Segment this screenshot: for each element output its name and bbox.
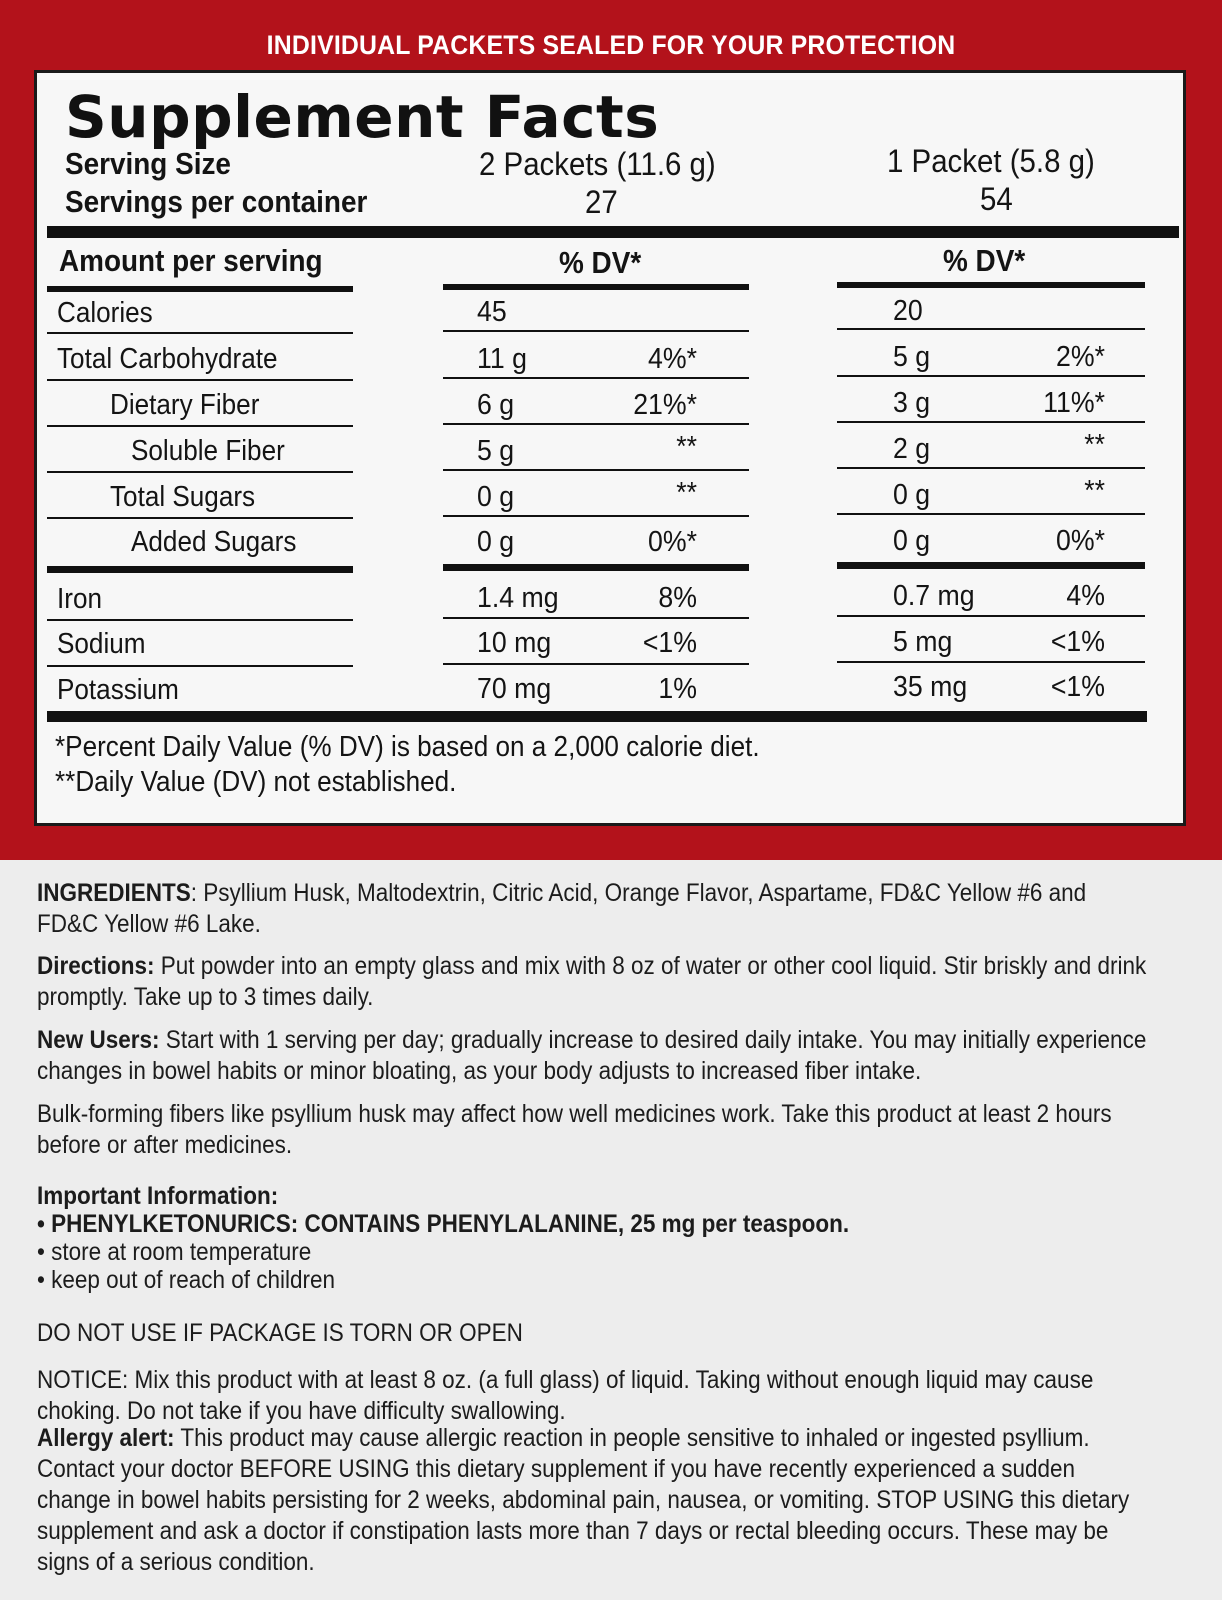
row-rule xyxy=(443,617,749,619)
row-rule xyxy=(443,330,749,332)
storage-instruction: • store at room temperature xyxy=(37,1238,312,1266)
header-rule xyxy=(47,286,353,292)
allergy-alert-paragraph xyxy=(37,1423,1153,1578)
row-rule xyxy=(837,421,1145,423)
row-rule xyxy=(837,513,1145,515)
col1-amount: 45 xyxy=(477,296,507,328)
nutrient-label: Soluble Fiber xyxy=(131,435,285,467)
col2-amount: 0 g xyxy=(893,479,931,511)
row-rule xyxy=(47,425,353,427)
col2-dv: <1% xyxy=(1050,626,1105,658)
col2-amount: 5 mg xyxy=(893,626,953,658)
col1-amount: 11 g xyxy=(477,343,527,375)
col2-amount: 20 xyxy=(893,295,923,327)
new-users-label: New Users: xyxy=(37,1026,160,1054)
col2-amount: 0 g xyxy=(893,525,931,557)
allergy-alert-text: This product may cause allergic reaction in people sensitive to inhaled or ingested psyllium. Contact your doctor BEFORE USING this dietary supplement if you have recently experienced a sudden change in bowel habits persisting for 2 weeks, abdominal pain, nausea, or vomiting. STOP USING this dietary supplement and ask a doctor if constipation lasts more than 7 days or rectal bleeding occurs. These may be signs of a serious condition. xyxy=(37,1424,1130,1576)
footnote-dv: *Percent Daily Value (% DV) is based on a 2,000 calorie diet. xyxy=(55,731,760,763)
row-rule xyxy=(443,423,749,425)
col1-dv-header: % DV* xyxy=(559,245,642,280)
ingredients-text: : Psyllium Husk, Maltodextrin, Citric Acid, Orange Flavor, Aspartame, FD&C Yellow #6 and FD&C Yellow #6 Lake. xyxy=(37,879,1087,938)
nutrient-label: Calories xyxy=(57,297,153,329)
col2-dv-header: % DV* xyxy=(943,243,1026,278)
col1-dv: 21%* xyxy=(633,389,697,421)
col1-amount: 6 g xyxy=(477,389,515,421)
col1-dv: ** xyxy=(676,477,697,509)
nutrient-label: Sodium xyxy=(57,628,146,660)
supplement-facts-panel xyxy=(34,70,1186,826)
col2-serving-size: 1 Packet (5.8 g) xyxy=(887,143,1095,179)
important-info-label: Important Information: xyxy=(37,1182,279,1210)
col1-dv: 1% xyxy=(658,673,697,705)
col1-dv: <1% xyxy=(642,627,697,659)
col2-dv: 0%* xyxy=(1056,525,1105,557)
col2-servings: 54 xyxy=(980,181,1013,217)
phenylketonurics-warning: • PHENYLKETONURICS: CONTAINS PHENYLALANINE, 25 mg per teaspoon. xyxy=(37,1210,850,1238)
ingredients-label: INGREDIENTS xyxy=(37,879,191,907)
row-rule xyxy=(837,328,1145,330)
header-rule xyxy=(837,282,1145,288)
col2-amount: 35 mg xyxy=(893,671,968,703)
directions-paragraph xyxy=(37,951,1153,1013)
col1-dv: 0%* xyxy=(648,526,697,558)
row-rule xyxy=(837,615,1145,617)
important-info-section xyxy=(37,1182,1153,1294)
footnote-not-established: **Daily Value (DV) not established. xyxy=(55,766,457,798)
row-rule xyxy=(443,377,749,379)
serving-size-label: Serving Size xyxy=(65,146,231,181)
ingredients-paragraph xyxy=(37,878,1153,940)
nutrient-label: Total Sugars xyxy=(110,481,256,513)
allergy-alert-label: Allergy alert: xyxy=(37,1424,175,1452)
section-rule xyxy=(47,566,353,573)
directions-text: Put powder into an empty glass and mix with 8 oz of water or other cool liquid. Stir briskly and drink promptly. Take up to 3 times daily. xyxy=(37,952,1147,1011)
new-users-text: Start with 1 serving per day; gradually increase to desired daily intake. You may initially experience changes in bowel habits or minor bloating, as your body adjusts to increased fiber intake. xyxy=(37,1026,1147,1085)
servings-per-container-label: Servings per container xyxy=(65,184,368,219)
col1-dv: 4%* xyxy=(648,343,697,375)
row-rule xyxy=(47,619,353,621)
row-rule xyxy=(443,515,749,517)
row-rule xyxy=(837,375,1145,377)
children-warning: • keep out of reach of children xyxy=(37,1266,336,1294)
row-rule xyxy=(47,471,353,473)
protection-banner: INDIVIDUAL PACKETS SEALED FOR YOUR PROTECTION xyxy=(266,30,956,60)
row-rule xyxy=(47,517,353,519)
nutrient-label: Added Sugars xyxy=(131,526,297,558)
row-rule xyxy=(837,661,1145,663)
col1-servings: 27 xyxy=(585,184,618,220)
nutrient-label: Total Carbohydrate xyxy=(57,343,278,375)
nutrient-label: Potassium xyxy=(57,674,179,706)
col1-amount: 0 g xyxy=(477,526,515,558)
row-rule xyxy=(443,469,749,471)
thick-divider xyxy=(47,226,1179,238)
header-rule xyxy=(443,284,749,290)
col1-serving-size: 2 Packets (11.6 g) xyxy=(479,146,716,182)
thick-divider xyxy=(47,711,1147,722)
row-rule xyxy=(47,665,353,667)
amount-per-serving-header: Amount per serving xyxy=(59,243,323,278)
col2-amount: 3 g xyxy=(893,387,931,419)
col2-amount: 5 g xyxy=(893,341,931,373)
col2-dv: ** xyxy=(1084,429,1105,461)
col2-dv: ** xyxy=(1084,475,1105,507)
col1-amount: 5 g xyxy=(477,435,515,467)
col2-amount: 0.7 mg xyxy=(893,580,975,612)
col1-dv: ** xyxy=(676,431,697,463)
nutrient-label: Iron xyxy=(57,583,102,615)
col2-dv: <1% xyxy=(1050,671,1105,703)
col2-amount: 2 g xyxy=(893,433,931,465)
col1-amount: 0 g xyxy=(477,481,515,513)
col1-dv: 8% xyxy=(658,582,697,614)
bulk-fiber-note: Bulk-forming fibers like psyllium husk may affect how well medicines work. Take this product at least 2 hours before or after medicines. xyxy=(37,1100,1112,1159)
col1-amount: 1.4 mg xyxy=(477,582,559,614)
section-rule xyxy=(837,562,1145,569)
do-not-use-warning: DO NOT USE IF PACKAGE IS TORN OR OPEN xyxy=(37,1319,523,1347)
notice-paragraph: NOTICE: Mix this product with at least 8 oz. (a full glass) of liquid. Taking without enough liquid may cause choking. Do not take if you have difficulty swallowing. xyxy=(37,1366,1094,1425)
col1-amount: 10 mg xyxy=(477,627,552,659)
new-users-paragraph xyxy=(37,1025,1153,1087)
section-rule xyxy=(443,564,749,571)
col2-dv: 4% xyxy=(1066,580,1105,612)
col2-dv: 11%* xyxy=(1043,387,1105,419)
nutrient-label: Dietary Fiber xyxy=(110,389,260,421)
row-rule xyxy=(837,467,1145,469)
row-rule xyxy=(47,379,353,381)
row-rule xyxy=(47,332,353,334)
directions-label: Directions: xyxy=(37,952,155,980)
row-rule xyxy=(443,663,749,665)
col1-amount: 70 mg xyxy=(477,673,552,705)
facts-title: Supplement Facts xyxy=(65,83,660,151)
col2-dv: 2%* xyxy=(1056,341,1105,373)
